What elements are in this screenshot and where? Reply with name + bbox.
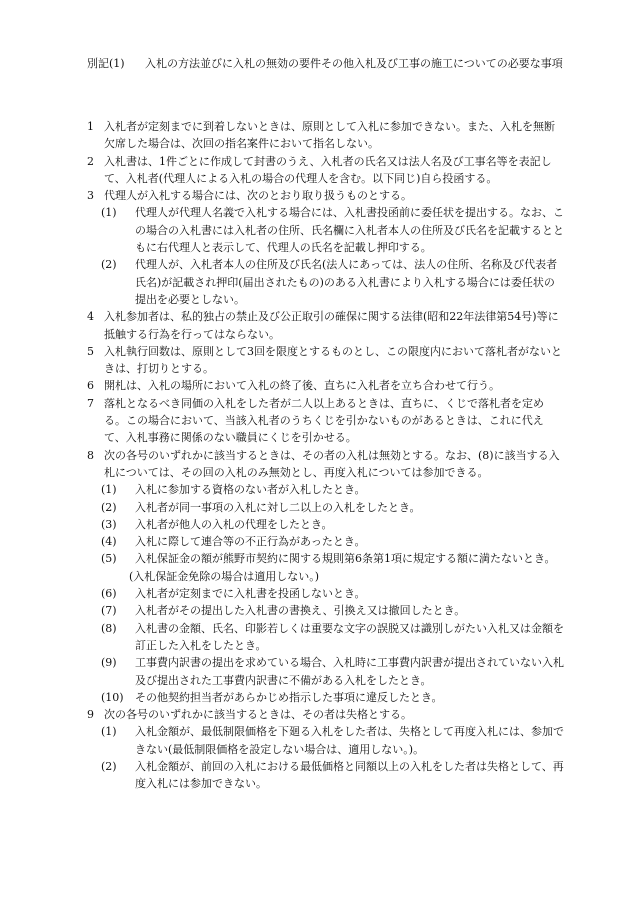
clause-number: 2 [87, 154, 94, 168]
sub-text: 代理人が、入札者本人の住所及び氏名(法人にあっては、法人の住所、名称及び代表者氏名)が記載され押印(届出されたもの)のある入札書により入札する場合には委任状の提出を必要としない。 [135, 258, 558, 306]
clause-8-sub-9 [101, 654, 565, 689]
sub-text: 入札金額が、前回の入札における最低価格と同額以上の入札をした者は失格として、再度入札には参加できない。 [135, 759, 564, 791]
clause-8-sub-2 [101, 499, 565, 516]
sub-number: (2) [101, 500, 117, 514]
document-body [87, 118, 565, 793]
clause-6 [87, 377, 565, 394]
clause-text: 入札執行回数は、原則として3回を限度とするものとし、この限度内において落札者がないときは、打切りとする。 [104, 344, 562, 376]
sub-number: (4) [101, 535, 117, 549]
sub-number: (1) [101, 483, 117, 497]
clause-7 [87, 395, 565, 447]
sub-text: 入札に参加する資格のない者が入札したとき。 [135, 483, 366, 497]
sub-text: その他契約担当者があらかじめ指示した事項に違反したとき。 [135, 690, 443, 704]
clause-8-sub-6 [101, 585, 565, 602]
clause-8-sub-5 [101, 550, 565, 567]
sub-number: (2) [101, 258, 117, 272]
appendix-label: 別記(1) [87, 57, 125, 70]
sub-number: (7) [101, 604, 117, 618]
clause-8-sub-4 [101, 533, 565, 550]
appendix-title: 入札の方法並びに入札の無効の要件その他入札及び工事の施工についての必要な事項 [145, 57, 563, 70]
clause-text: 代理人が入札する場合には、次のとおり取り扱うものとする。 [104, 189, 412, 203]
sub-number: (1) [101, 206, 117, 220]
sub-number: (3) [101, 517, 117, 531]
document-header [87, 55, 567, 72]
clause-number: 8 [87, 448, 94, 462]
sub-text: 工事費内訳書の提出を求めている場合、入札時に工事費内訳書が提出されていない入札及び提出された工事費内訳書に不備がある入札をしたとき。 [135, 656, 564, 687]
clause-8-sub-1 [101, 481, 565, 498]
clause-number: 4 [87, 310, 94, 324]
sub-text: 入札者がその提出した入札書の書換え、引換え又は撤回したとき。 [135, 604, 466, 618]
clause-9-sub-2 [101, 758, 565, 793]
sub-text: 代理人が代理人名義で入札する場合には、入札書投函前に委任状を提出する。なお、この場合の入札書には入札者の住所、氏名欄に入札者本人の住所及び氏名を記載するとともに右代理人と表示して、代理人の氏名を記載し押印する。 [135, 206, 564, 255]
clause-number: 7 [87, 396, 94, 410]
clause-number: 9 [87, 708, 94, 722]
sub-number: (10) [101, 690, 124, 704]
clause-4 [87, 308, 565, 343]
sub-number: (5) [101, 552, 117, 566]
sub-text: 入札者が同一事項の入札に対し二以上の入札をしたとき。 [135, 500, 421, 514]
clause-number: 1 [87, 120, 94, 133]
sub-number: (9) [101, 656, 117, 670]
clause-8-sub-10 [101, 689, 565, 706]
clause-number: 6 [87, 379, 94, 393]
sub-number: (6) [101, 587, 117, 601]
clause-8-sub-7 [101, 602, 565, 619]
sub-text: 入札金額が、最低制限価格を下廻る入札をした者は、失格として再度入札には、参加できない(最低制限価格を設定しない場合は、適用しない。)。 [135, 725, 564, 756]
clause-text: 入札書は、1件ごとに作成して封書のうえ、入札者の氏名又は法人名及び工事名等を表記して、入札者(代理人による入札の場合の代理人を含む。以下同じ)自ら投函する。 [104, 154, 552, 185]
sub-number: (1) [101, 725, 117, 739]
clause-8-sub-8 [101, 620, 565, 655]
clause-text: 入札参加者は、私的独占の禁止及び公正取引の確保に関する法律(昭和22年法律第54号)等に抵触する行為を行ってはならない。 [104, 310, 559, 341]
clause-text: 開札は、入札の場所において入札の終了後、直ちに入札者を立ち合わせて行う。 [104, 379, 500, 393]
clause-text: 入札者が定刻までに到着しないときは、原則として入札に参加できない。また、入札を無断欠席した場合は、次回の指名案件において指名しない。 [104, 120, 555, 151]
clause-9 [87, 706, 565, 723]
clause-text: 次の各号のいずれかに該当するときは、その者の入札は無効とする。なお、(8)に該当する入札については、その回の入札のみ無効とし、再度入札については参加できる。 [104, 448, 560, 479]
clause-1 [87, 118, 565, 153]
sub-text: 入札者が他人の入札の代理をしたとき。 [135, 517, 333, 531]
clause-5 [87, 343, 565, 378]
clause-9-sub-1 [101, 723, 565, 758]
sub-text: 入札者が定刻までに入札書を投函しないとき。 [135, 587, 366, 601]
clause-3-sub-1 [101, 204, 565, 256]
clause-8-note: (入札保証金免除の場合は適用しない。) [129, 569, 320, 583]
clause-3 [87, 187, 565, 204]
clause-3-sub-2 [101, 256, 565, 308]
clause-8-sub-3 [101, 516, 565, 533]
sub-text: 入札書の金額、氏名、印影若しくは重要な文字の誤脱又は識別しがたい入札又は金額を訂正した入札をしたとき。 [135, 621, 564, 652]
clause-text: 落札となるべき同価の入札をした者が二人以上あるときは、直ちに、くじで落札者を定める。この場合において、当該入札者のうちくじを引かないものがあるときは、これに代えて、入札事務に関係のない職員にくじを引かせる。 [104, 396, 544, 445]
clause-2 [87, 153, 565, 188]
clause-text: 次の各号のいずれかに該当するときは、その者は失格とする。 [104, 708, 412, 722]
sub-text: 入札に際して連合等の不正行為があったとき。 [135, 535, 366, 549]
clause-number: 3 [87, 189, 94, 203]
sub-text: 入札保証金の額が熊野市契約に関する規則第6条第1項に規定する額に満たないとき。 [135, 552, 556, 566]
clause-number: 5 [87, 344, 94, 358]
sub-number: (8) [101, 621, 117, 635]
clause-8 [87, 447, 565, 482]
sub-number: (2) [101, 759, 117, 773]
